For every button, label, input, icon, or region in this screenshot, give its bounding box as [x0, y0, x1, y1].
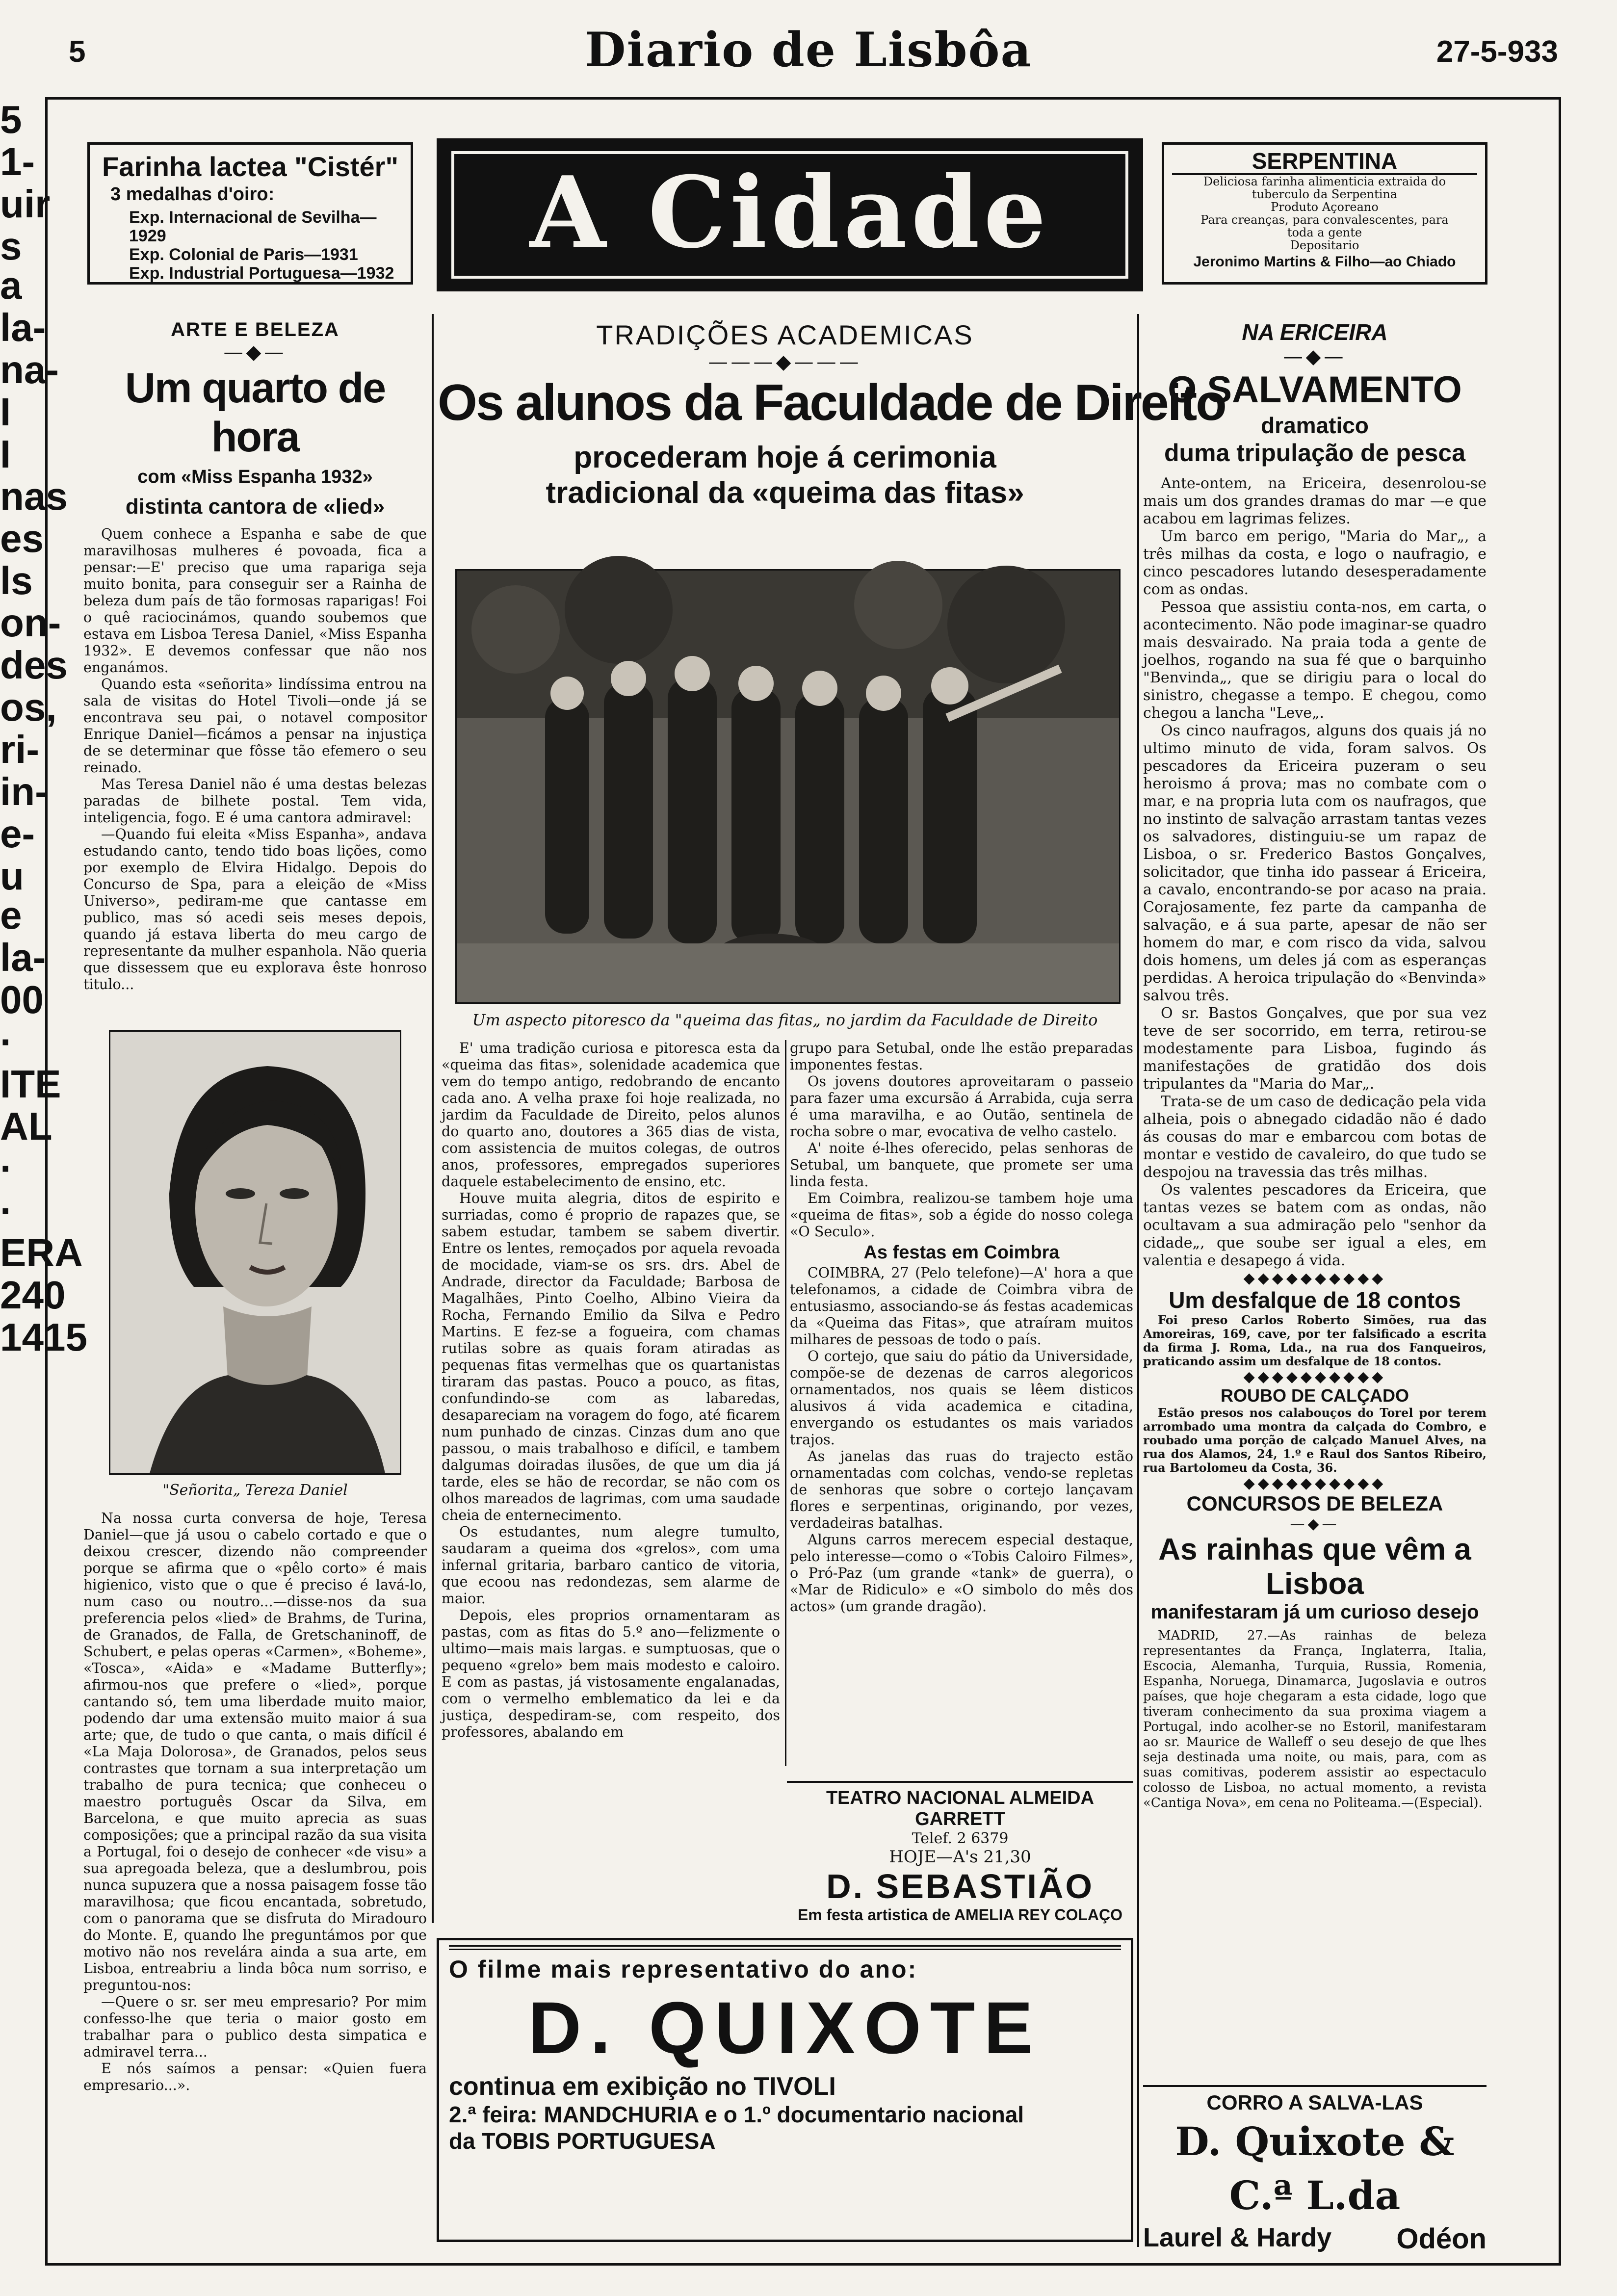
clipped-text: ERA — [0, 1231, 83, 1275]
ad-dom-quixote-shop — [1143, 2085, 1487, 2255]
subheadline: manifestaram já um curioso desejo — [1150, 1601, 1479, 1623]
ad-footer-row — [1143, 2222, 1487, 2255]
divider — [1143, 2085, 1487, 2087]
ad-title: SERPENTINA — [1172, 149, 1477, 175]
headline: As rainhas que vêm a Lisboa — [1158, 1533, 1471, 1601]
paragraph: O cortejo, que saiu do pátio da Universidade, compõe-se de dezenas de carros alegoricos ornamentados, nos quais se lêem disticos alusivos á vida academica e citadina, envergando os estudantes os mais variados trajos. — [790, 1348, 1133, 1448]
clipped-text: es — [0, 517, 44, 560]
ornament-divider: —◆— — [1290, 1515, 1340, 1533]
brief-text: Estão presos nos calabouços do Torel por terem arrombado uma montra da calçada do Combro, e roubado uma porção de calçado Manuel Alves, na rua dos Alamos, 24, 1.º e Raul dos Santos Ribeiro, rua Bartolomeu da Costa, 36. — [1143, 1406, 1487, 1475]
clipped-text: · — [0, 1147, 13, 1190]
ad-line: da TOBIS PORTUGUESA — [449, 2128, 716, 2154]
portrait-photo — [109, 1030, 401, 1475]
article-queima-das-fitas — [438, 319, 1226, 511]
section-label: ARTE E BELEZA — [171, 319, 339, 340]
ad-teatro — [787, 1781, 1133, 1923]
paragraph: Os estudantes, num alegre tumulto, saudaram a queima dos «grelos», com uma infernal gritaria, barbaro cantico de vitoria, que ecoou nas redondezas, sem alarme de maior. — [442, 1524, 780, 1607]
ad-line: toda a gente — [1287, 226, 1362, 239]
ad-line: Em festa artistica de AMELIA REY COLAÇO — [797, 1906, 1123, 1924]
photo-caption: Um aspecto pitoresco da "queima das fitas„ no jardim da Faculdade de Direito — [472, 1011, 1098, 1029]
clipped-text: 240 — [0, 1273, 66, 1317]
paragraph: Em Coimbra, realizou-se tambem hoje uma «queima de fitas», sob a égide do nosso colega «O Seculo». — [790, 1190, 1133, 1240]
headline: Um quarto de hora — [125, 365, 386, 461]
article-body-right — [790, 1040, 1133, 1615]
ad-play-title: D. SEBASTIÃO — [826, 1867, 1094, 1905]
article-body — [83, 526, 427, 993]
brief-heading: ROUBO DE CALÇADO — [1221, 1385, 1409, 1406]
clipped-text: I — [0, 432, 11, 476]
clipped-text: nas — [0, 474, 68, 518]
ad-title: D. QUIXOTE — [528, 1986, 1042, 2069]
paragraph: O sr. Bastos Gonçalves, que por sua vez teve de ser socorrido, em terra, retirou-se modestamente para Lisboa, fugindo ás manifestações de gratidão dos dois tripulantes da "Maria do Mar„. — [1143, 1005, 1487, 1093]
clipped-text: ls — [0, 559, 33, 602]
paragraph: Houve muita alegria, ditos de espirito e surriadas, como é proprio de rapazes que, se sabem estudar, tambem se sabem divertir. Entre os lentes, remoçados por aquela revoada de mocidade, viam-se os srs. drs. Abel de Andrade, director da Faculdade; Barbosa de Magalhães, Pinto Coelho, Albino Vieira da Rocha, Fernando Emilio da Silva e Pedro Martins. E fez-se a fogueira, com chamas rutilas sobre as quais foram atiradas as pequenas fitas vermelhas que os quartanistas tiraram das pastas. Pouco a pouco, as fitas, confundindo-se com as labaredas, desapareciam na voragem do fogo, até ficarem num punhado de cinzas. Cinzas dum ano que passou, o mais trabalhoso e difícil, e tambem dalgumas doiradas ilusões, de que um dia já tarde, eles se hão de recordar, se não com os olhos mareados de lagrimas, com uma saudade cheia de enternecimento. — [442, 1190, 780, 1523]
newspaper-masthead: Diario de Lisbôa — [585, 22, 1032, 78]
paragraph: Quem conhece a Espanha e sabe de que maravilhosas mulheres é povoada, fica a pensar:—E' preciso que uma rapariga seja muito bonita, para conseguir ser a Rainha de beleza dum país de tão formosas raparigas! Foi o quê raciocinámos, quando soubemos que estava em Lisboa Teresa Daniel, «Miss Espanha 1932». E devemos confessar que não nos enganámos. — [83, 526, 427, 676]
ad-title: TEATRO NACIONAL ALMEIDA GARRETT — [826, 1788, 1095, 1829]
ad-time: HOJE—A's 21,30 — [889, 1847, 1031, 1867]
article-body-left — [442, 1040, 780, 1741]
ornament-divider: ◆◆◆◆◆◆◆◆◆◆ — [1243, 1475, 1386, 1492]
divider — [787, 1781, 1133, 1783]
ad-phone: Telef. 2 6379 — [912, 1830, 1009, 1847]
clipped-text: u e — [0, 854, 24, 937]
ornament-divider: ◆◆◆◆◆◆◆◆◆◆ — [1243, 1270, 1386, 1287]
clipped-text: 00 — [0, 978, 44, 1021]
column-rule — [1137, 314, 1139, 2247]
ad-line: Deliciosa farinha alimenticia extraida do — [1203, 175, 1446, 188]
paragraph: grupo para Setubal, onde lhe estão preparadas imponentes festas. — [790, 1040, 1133, 1073]
clipped-text: la- — [0, 936, 46, 979]
ad-line: 2.ª feira: MANDCHURIA e o 1.º documentario nacional — [449, 2102, 1024, 2127]
ad-line: Exp. Colonial de Paris—1931 — [129, 245, 358, 264]
brief-text: Foi preso Carlos Roberto Simões, rua das Amoreiras, 169, cave, por ter falsificado a escrita da firma J. Roma, Lda., na rua dos Fanqueiros, praticando assim um desfalque de 18 contos. — [1143, 1313, 1487, 1368]
previous-page-strip — [0, 97, 87, 2266]
ad-line: Para creanças, para convalescentes, para — [1200, 213, 1449, 227]
paragraph: Na nossa curta conversa de hoje, Teresa Daniel—que já usou o cabelo cortado e que o deixou crescer, dizendo não compreender porque se afirma que o «pêlo corto» é mais higienico, visto que o que é preciso é lavá-lo, num caso ou noutro...—disse-nos da sua preferencia pelos «lied» de Brahms, de Turina, de Granados, de Falla, de Gretschaninoff, de Schubert, e pelas operas «Carmen», «Boheme», «Tosca», «Aida» e «Madame Butterfly»; afirmou-nos que prefere o «lied», porque cantando só, tem uma liberdade muito maior, podendo dar uma extensão muito maior á sua arte; que, de tudo o que canta, o mais difícil é «La Maja Dolorosa», de Granados, pelos seus contrastes que tornam a sua interpretação um trabalho de pura tecnica; que conheceu o maestro português Oscar da Silva, em Barcelona, e que muito aprecia as suas composições; que a principal razão da sua visita a Portugal, foi o desejo de conhecer «de visu» a sua apregoada beleza, que a deslumbrou, pois nunca supuzera que a nossa paisagem fosse tão maravilhosa; que ficou encantada, sobretudo, com o panorama que se disfruta do Miradouro do Monte. E, quando lhe preguntámos por que motivo não nos revelára ainda a sua arte, em Lisboa, entreabriu a linda bôca num sorriso, e preguntou-nos: — [83, 1510, 427, 1993]
ornament-divider: ◆◆◆◆◆◆◆◆◆◆ — [1243, 1368, 1386, 1385]
article-body — [1143, 475, 1487, 1270]
paragraph: E nós saímos a pensar: «Quien fuera empresario...». — [83, 2061, 427, 2093]
subheadline: procederam hoje á cerimonia tradicional da «queima das fitas» — [546, 441, 1024, 510]
paragraph: —Quere o sr. ser meu empresario? Por mim confesso-lhe que teria o maior gosto em trabalhar para o publico desta simpatica e admiravel terra... — [83, 1994, 427, 2060]
queima-photo — [455, 569, 1121, 1004]
subsection-heading: As festas em Coimbra — [863, 1242, 1060, 1263]
ad-serpentina — [1162, 142, 1487, 285]
paragraph: Um barco em perigo, "Maria do Mar„, a três milhas da costa, e logo o naufragio, e cinco pescadores lutando desesperadamente com as ondas. — [1143, 528, 1487, 598]
paragraph: —Quando fui eleita «Miss Espanha», andava estudando canto, tendo tido boas lições, como por exemplo de Elvira Hidalgo. Depois do Concurso de Spa, para a eleição de «Miss Universo», pediram-me que cantasse em publico, mas só acedi seis meses depois, quando já estava liberta do meu cargo de representante da mulher espanhola. Não queria que dissessem que eu explorava êste honroso titulo... — [83, 826, 427, 992]
paragraph: Quando esta «señorita» lindíssima entrou na sala de visitas do Hotel Tivoli—onde já se encontrava seu pai, o notavel compositor Enrique Daniel—ficámos a pensar na injustiça de se determinar que fôsse tão efemero o seu reinado. — [83, 676, 427, 776]
subheadline: com «Miss Espanha 1932» — [137, 467, 373, 487]
paragraph: Depois, eles proprios ornamentaram as pastas, com as fitas do 5.º ano—felizmente o ultimo—mais mais largas. e sumptuosas, que o pequeno «grelo» bem mais modesto e caloiro. E com as pastas, já vistosamente engalanadas, com o vermelho emblematico da lei e da justiça, despediram-se, com respeito, dos professores, abalando em — [442, 1607, 780, 1740]
ad-line: Exp. Industrial Portuguesa—1932 — [129, 264, 394, 283]
article-body-continued — [83, 1510, 427, 2094]
ad-line: Produto Açoreano — [1271, 200, 1379, 214]
article-miss-espanha — [83, 319, 427, 993]
paragraph: A' noite é-lhes oferecido, pelas senhoras de Setubal, um banquete, que promete ser uma linda festa. — [790, 1140, 1133, 1190]
clipped-text: uir — [0, 182, 51, 226]
portrait-image — [110, 1032, 400, 1473]
paragraph: Pessoa que assistiu conta-nos, em carta, o acontecimento. Não pode imaginar-se quadro mais desvairado. Na praia toda a gente de joelhos, rogando na sua fé que o barquinho "Benvinda„, que se dirigiu para o local do sinistro, chegasse a tempo. E chegou, como chegou a lancha "Leve„. — [1143, 599, 1487, 722]
ad-line: O filme mais representativo do ano: — [449, 1956, 918, 1983]
ad-line: Odéon — [1396, 2223, 1487, 2255]
clipped-text: 5 — [0, 98, 22, 141]
photo-caption: "Señorita„ Tereza Daniel — [162, 1482, 348, 1499]
paragraph: Alguns carros merecem especial destaque, pelo interesse—como o «Tobis Caloiro Filmes», o Pró-Paz (um grande «tank» de guerra), o «Mar de Ridiculo» e «O simbolo do mês dos actos» (um grande dragão). — [790, 1532, 1133, 1615]
ad-farinha-cister — [87, 142, 413, 285]
ad-line: tuberculo da Serpentina — [1252, 187, 1398, 201]
issue-date: 27-5-933 — [1436, 35, 1558, 69]
paragraph: Os jovens doutores aproveitaram o passeio para fazer uma excursão á Arrabida, cuja serra é uma maravilha, e ao Outão, sentinela de rocha sobre o mar, evocativa de velho castelo. — [790, 1073, 1133, 1140]
clipped-text: I — [0, 390, 11, 434]
section-title: A Cidade — [451, 151, 1128, 279]
subheadline: dramatico — [1261, 413, 1369, 438]
title-banner — [437, 138, 1143, 291]
clipped-text: s a — [0, 224, 22, 307]
column-rule — [785, 1040, 786, 1766]
clipped-text: 1- — [0, 140, 35, 183]
paragraph: Mas Teresa Daniel não é uma destas belezas paradas de bilhete postal. Tem vida, inteligencia, fogo. E é uma cantora admiravel: — [83, 776, 427, 826]
ad-subtitle: 3 medalhas d'oiro: — [110, 184, 275, 205]
brief-text: MADRID, 27.—As rainhas de beleza representantes da França, Inglaterra, Italia, Escocia, Alemanha, Turquia, Russia, Romenia, Espanha, Noruega, Dinamarca, Jugoslavia e outros países, que hoje chegaram a esta cidade, logo que tiveram conhecimento da sua proxima viagem a Portugal, indo acolher-se no Estoril, manifestaram ao sr. Maurice de Walleff o seu desejo de que lhes seja destinada uma noite, ou mais, para, com as suas comitivas, poderem assistir ao espectaculo colosso de Lisboa, no actual momento, a revista «Cantiga Nova», em cena no Politeama.—(Especial). — [1143, 1628, 1487, 1810]
section-label: CONCURSOS DE BELEZA — [1186, 1492, 1443, 1515]
ad-title: Farinha lactea "Cistér" — [102, 151, 398, 182]
paragraph: Trata-se de um caso de dedicação pela vida alheia, pois o abnegado cidadão não é dado ás cousas do mar e embarcou com botas de montar e vestido de cavaleiro, do que tudo se despojou na travessia das três milhas. — [1143, 1093, 1487, 1181]
section-label: NA ERICEIRA — [1242, 319, 1388, 345]
ornament-divider: —◆— — [223, 341, 287, 364]
headline: Os alunos da Faculdade de Direito — [438, 374, 1226, 431]
paragraph: E' uma tradição curiosa e pitoresca esta da «queima das fitas», solenidade academica que vem do tempo antigo, redobrando de encanto cada ano. A velha praxe foi hoje realizada, no jardim da Faculdade de Direito, pelos alunos do quarto ano, doutores a 365 dias de vista, com assistencia de muitos colegas, de outros anos, professores, empregados superiores daquele estabelecimento de ensino, etc. — [442, 1040, 780, 1190]
ornament-divider: —◆— — [1283, 345, 1347, 368]
ad-footer: Jeronimo Martins & Filho—ao Chiado — [1193, 254, 1456, 270]
clipped-text: 1415 — [0, 1315, 87, 1359]
ad-dom-quixote-film — [437, 1938, 1133, 2242]
section-label: TRADIÇÕES ACADEMICAS — [596, 319, 974, 350]
subheadline: distinta cantora de «lied» — [125, 495, 385, 519]
ad-heading: CORRO A SALVA-LAS — [1206, 2091, 1423, 2114]
article-ericeira — [1143, 319, 1487, 1811]
clipped-text: la- — [0, 306, 46, 349]
clipped-text: in- — [0, 770, 48, 813]
paragraph: As janelas das ruas do trajecto estão ornamentadas com colchas, vendo-se repletas de senhoras que sobre o cortejo lançavam flores e serpentinas, originando, por vezes, verdadeiras batalhas. — [790, 1448, 1133, 1531]
clipped-text: e- — [0, 812, 35, 856]
clipped-text: · — [0, 1020, 13, 1064]
paragraph: Os cinco naufragos, alguns dos quais já no ultimo minuto de vida, foram salvos. Os pescadores da Ericeira puzeram o seu heroismo á prova; mas no combate com o mar, e na propria luta com os naufragos, que no instinto de salvação arrastam tantas vezes os salvadores, distinguiu-se um rapaz de Lisboa, o sr. Frederico Bastos Gonçalves, solicitador, que tinha ido passear á Ericeira, a cavalo, encontrando-se por acaso na praia. Corajosamente, fez parte da campanha de salvação, e á sua parte, apesar de não ser homem do mar, e com risco da vida, salvou dois homens, um deles já com as esperanças perdidas. A heroica tripulação do «Benvinda» salvou três. — [1143, 722, 1487, 1004]
headline: O SALVAMENTO — [1168, 369, 1462, 411]
ad-line: Exp. Internacional de Sevilha—1929 — [129, 208, 377, 245]
paragraph: COIMBRA, 27 (Pelo telefone)—A' hora a que telefonamos, a cidade de Coimbra vibra de entusiasmo, associando-se ás festas academicas da «Queima das Fitas», que atraíram muitos milhares de pessoas de todo o país. — [790, 1265, 1133, 1348]
clipped-text: na- — [0, 348, 59, 391]
divider — [449, 1945, 1121, 1950]
ornament-divider: ———◆——— — [708, 351, 862, 373]
clipped-text: ri- — [0, 728, 39, 771]
crowd-image — [457, 571, 1119, 1002]
ad-line: continua em exibição no TIVOLI — [449, 2072, 836, 2101]
paragraph: Os valentes pescadores da Ericeira, que tantas vezes se batem com as ondas, não ocultavam a sua admiração pelo "senhor da cidade„, que soube ser igual a eles, em valentia e desapego á vida. — [1143, 1181, 1487, 1269]
clipped-text: os, — [0, 685, 57, 729]
ad-line: Depositario — [1290, 238, 1359, 252]
ad-title: D. Quixote & C.ª L.da — [1175, 2118, 1455, 2218]
clipped-text: AL — [0, 1104, 52, 1148]
clipped-text: des — [0, 643, 68, 687]
brief-heading: Um desfalque de 18 contos — [1169, 1287, 1461, 1313]
column-rule — [432, 314, 434, 1923]
clipped-text: ITE — [0, 1062, 61, 1106]
clipped-text: · — [0, 1189, 13, 1232]
page-number: 5 — [69, 35, 86, 69]
ad-line: Laurel & Hardy — [1143, 2223, 1332, 2252]
subheadline: duma tripulação de pesca — [1164, 439, 1466, 467]
paragraph: Ante-ontem, na Ericeira, desenrolou-se mais um dos grandes dramas do mar —e que acabou em lagrimas felizes. — [1143, 475, 1487, 527]
clipped-text: on- — [0, 601, 61, 645]
